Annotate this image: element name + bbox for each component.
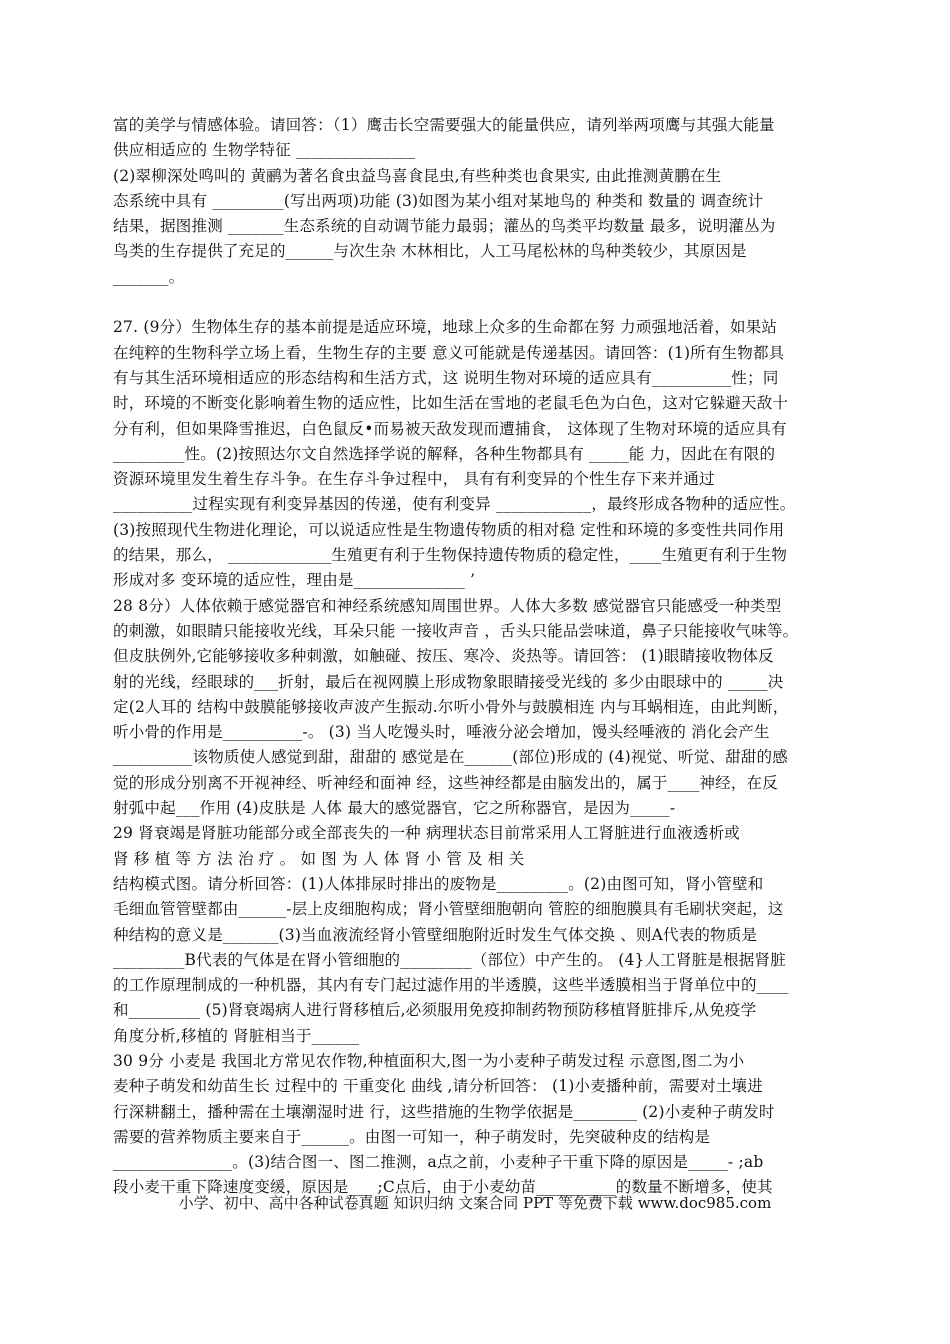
text-line: 有与其生活环境相适应的形态结构和生活方式，这 说明生物对环境的适应具有__________性；同 (113, 368, 779, 387)
text-line: 毛细血管管壁都由______-层上皮细胞构成；肾小管壁细胞朝向 管腔的细胞膜具有毛刷状突起，这 (113, 900, 784, 919)
document-body (113, 113, 843, 1201)
text-line: 结果，据图推测 _______生态系统的自动调节能力最弱；灌丛的鸟类平均数量 最多，说明灌丛为 (113, 217, 776, 236)
question-28-line: 28 8分）人体依赖于感觉器官和神经系统感知周围世界。人体大多数 感觉器官只能感受一种类型 (113, 596, 782, 615)
text-line: 供应相适应的 生物学特征 _______________ (113, 141, 416, 160)
text-line: 射弧中起___作用 (4)皮肤是 人体 最大的感觉器官，它之所称器官，是因为_____- (113, 799, 676, 818)
text-line: 时，环境的不断变化影响着生物的适应性，比如生活在雪地的老鼠毛色为白色，这对它躲避天敌十 (113, 394, 789, 413)
paragraph-gap (113, 290, 843, 315)
text-line: 定(2人耳的 结构中鼓膜能够接收声波产生振动.尔听小骨外与鼓膜相连 内与耳蜗相连，由此判断， (113, 697, 789, 716)
text-line: 段小麦干重下降速度变缓，原因是___ ;C点后，由于小麦幼苗__________的数量不断增多，使其 (113, 1178, 773, 1197)
text-line: 角度分析,移植的 肾脏相当于______ (113, 1026, 360, 1045)
text-line: __________该物质使人感觉到甜，甜甜的 感觉是在______(部位)形成的 (4)视觉、听觉、甜甜的感 (113, 748, 788, 767)
text-line: _________B代表的气体是在肾小管细胞的_________（部位）中产生的。 (4}人工肾脏是根据肾脏 (113, 950, 786, 969)
text-line: 结构模式图。请分析回答：(1)人体排尿时排出的废物是_________。(2)由图可知，肾小管壁和 (113, 874, 764, 893)
text-line: 肾 移 植 等 方 法 治 疗 。 如 图 为 人 体 肾 小 管 及 相 关 (113, 849, 525, 868)
text-line: _______________。(3)结合图一、图二推测，a点之前，小麦种子干重下降的原因是_____- ;ab (113, 1153, 764, 1172)
text-line: 富的美学与情感体验。请回答：（1）鹰击长空需要强大的能量供应，请列举两项鹰与其强大能量 (113, 116, 775, 134)
text-line: _________性。(2)按照达尔文自然选择学说的解释，各种生物都具有 _____能 力，因此在有限的 (113, 444, 776, 463)
text-line: 行深耕翻土，播种需在土壤潮湿时进 行，这些措施的生物学依据是________ (2)小麦种子萌发时 (113, 1102, 775, 1121)
text-line: 种结构的意义是_______(3)当血液流经肾小管壁细胞附近时发生气体交换 、则A代表的物质是 (113, 925, 758, 944)
text-line: 麦种子萌发和幼苗生长 过程中的 干重变化 曲线 ,请分析回答： (1)小麦播种前，需要对土壤进 (113, 1077, 763, 1096)
text-line: 听小骨的作用是__________-。 (3) 当人吃馒头时，唾液分泌会增加，馒头经唾液的 消化会产生 (113, 723, 770, 742)
text-line: 射的光线，经眼球的___折射，最后在视网膜上形成物象眼睛接受光线的 多少由眼球中的 _____决 (113, 672, 784, 691)
text-line: 的刺激，如眼睛只能接收光线，耳朵只能 一接收声音 ，舌头只能品尝味道，鼻子只能接收气味等。 (113, 621, 799, 640)
text-line: 需要的营养物质主要来自于______。由图一可知一，种子萌发时，先突破种皮的结构是 (113, 1127, 711, 1146)
text-line: 的结果，那么， _____________生殖更有利于生物保持遗传物质的稳定性，____生殖更有利于生物 (113, 546, 788, 565)
text-line: _______。 (113, 267, 185, 286)
text-line: 形成对多 变环境的适应性，理由是______________ ’ (113, 571, 476, 590)
text-line: 但皮肤例外,它能够接收多种刺激，如触碰、按压、寒冷、炎热等。请回答： (1)眼睛接收物体反 (113, 647, 774, 666)
question-30-line: 30 9分 小麦是 我国北方常见农作物,种植面积大,图一为小麦种子萌发过程 示意图,图二为小 (113, 1051, 745, 1070)
question-27-line: 27. (9分）生物体生存的基本前提是适应环境，地球上众多的生命都在努 力顽强地活着，如果站 (113, 318, 778, 337)
text-line: __________过程实现有利变异基因的传递，使有利变异 ____________，最终形成各物种的适应性。 (113, 495, 796, 514)
text-line: 觉的形成分别离不开视神经、听神经和面神 经，这些神经都是由脑发出的，属于____神经，在反 (113, 773, 778, 792)
text-line: (3)按照现代生物进化理论，可以说适应性是生物遗传物质的相对稳 定性和环境的多变性共同作用 (113, 520, 785, 539)
text-line: 分有利，但如果降雪推迟，白色鼠反•而易被天敌发现而遭捕食， 这体现了生物对环境的适应具有 (113, 419, 787, 438)
question-29-line: 29 肾衰竭是肾脏功能部分或全部丧失的一种 病理状态目前常采用人工肾脏进行血液透析或 (113, 824, 740, 843)
text-line: 和_________ (5)肾衰竭病人进行肾移植后,必须服用免疫抑制药物预防移植肾脏排斥,从免疫学 (113, 1001, 757, 1020)
text-line: 的工作原理制成的一种机器，其内有专门起过滤作用的半透膜，这些半透膜相当于肾单位中的____ (113, 976, 789, 995)
text-line: (2)翠柳深处鸣叫的 黄鹂为著名食虫益鸟喜食昆虫,有些种类也食果实, 由此推测黄鹏在生 (113, 166, 722, 185)
text-line: 鸟类的生存提供了充足的______与次生杂 木林相比，人工马尾松林的鸟种类较少，其原因是 (113, 242, 747, 261)
text-line: 在纯粹的生物科学立场上看，生物生存的主要 意义可能就是传递基因。请回答：(1)所有生物都具 (113, 343, 785, 362)
page-footer: 小学、初中、高中各种试卷真题 知识归纳 文案合同 PPT 等免费下载 www.doc985.com (178, 1194, 772, 1212)
text-line: 资源环境里发生着生存斗争。在生存斗争过程中， 具有有利变异的个性生存下来并通过 (113, 470, 715, 489)
text-line: 态系统中具有 _________(写出两项)功能 (3)如图为某小组对某地鸟的 种类和 数量的 调查统计 (113, 191, 764, 210)
